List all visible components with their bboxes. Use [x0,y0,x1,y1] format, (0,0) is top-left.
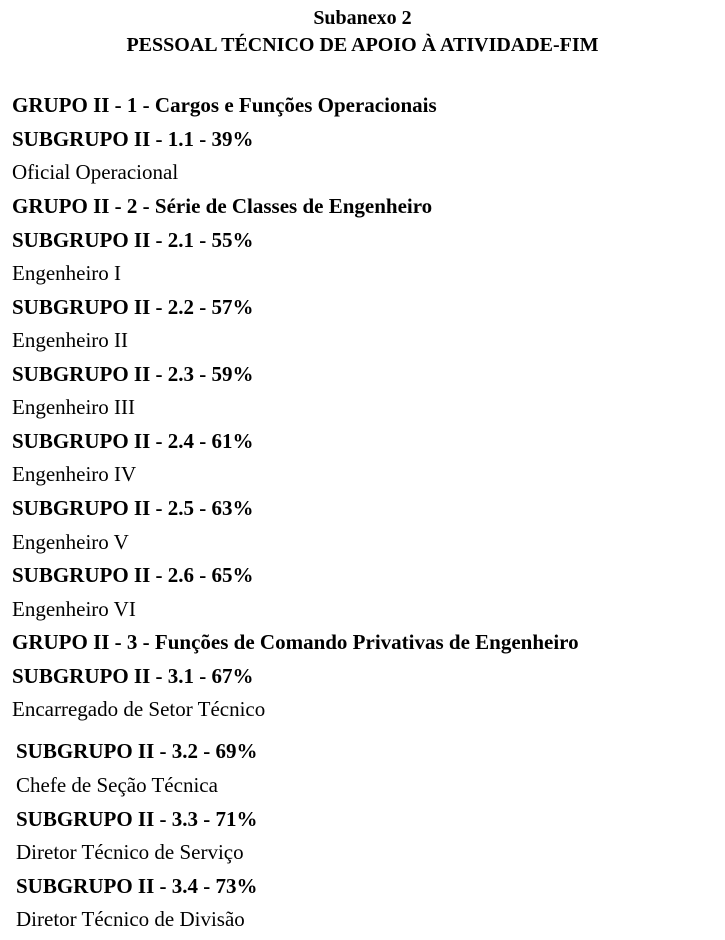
subgrupo-heading: SUBGRUPO II - 1.1 - 39% [12,127,254,151]
cargo-item: Diretor Técnico de Divisão [16,907,245,931]
subgrupo-heading: SUBGRUPO II - 2.2 - 57% [12,295,254,319]
cargo-item: Engenheiro IV [12,462,137,486]
grupo-heading: GRUPO II - 2 - Série de Classes de Engenheiro [12,194,433,218]
subgrupo-heading: SUBGRUPO II - 2.3 - 59% [12,362,254,386]
cargo-item: Engenheiro V [12,530,129,554]
subgrupo-heading: SUBGRUPO II - 3.3 - 71% [16,807,258,831]
subgrupo-heading: SUBGRUPO II - 2.6 - 65% [12,563,254,587]
cargo-item: Encarregado de Setor Técnico [12,697,266,721]
grupo-heading: GRUPO II - 1 - Cargos e Funções Operacionais [12,93,437,117]
cargo-item: Oficial Operacional [12,160,179,184]
subgrupo-heading: SUBGRUPO II - 2.4 - 61% [12,429,254,453]
cargo-item: Engenheiro VI [12,597,136,621]
grupo-heading: GRUPO II - 3 - Funções de Comando Privativas de Engenheiro [12,630,579,654]
subgrupo-heading: SUBGRUPO II - 3.1 - 67% [12,664,254,688]
document-title: PESSOAL TÉCNICO DE APOIO À ATIVIDADE-FIM [126,34,599,56]
cargo-item: Engenheiro II [12,328,129,352]
cargo-item: Diretor Técnico de Serviço [16,840,244,864]
subgrupo-heading: SUBGRUPO II - 3.2 - 69% [16,739,258,763]
cargo-item: Chefe de Seção Técnica [16,773,218,797]
subgrupo-heading: SUBGRUPO II - 2.5 - 63% [12,496,254,520]
cargo-item: Engenheiro III [12,395,136,419]
subgrupo-heading: SUBGRUPO II - 3.4 - 73% [16,874,258,898]
document-subtitle: Subanexo 2 [313,7,412,29]
cargo-item: Engenheiro I [12,261,122,285]
subgrupo-heading: SUBGRUPO II - 2.1 - 55% [12,228,254,252]
